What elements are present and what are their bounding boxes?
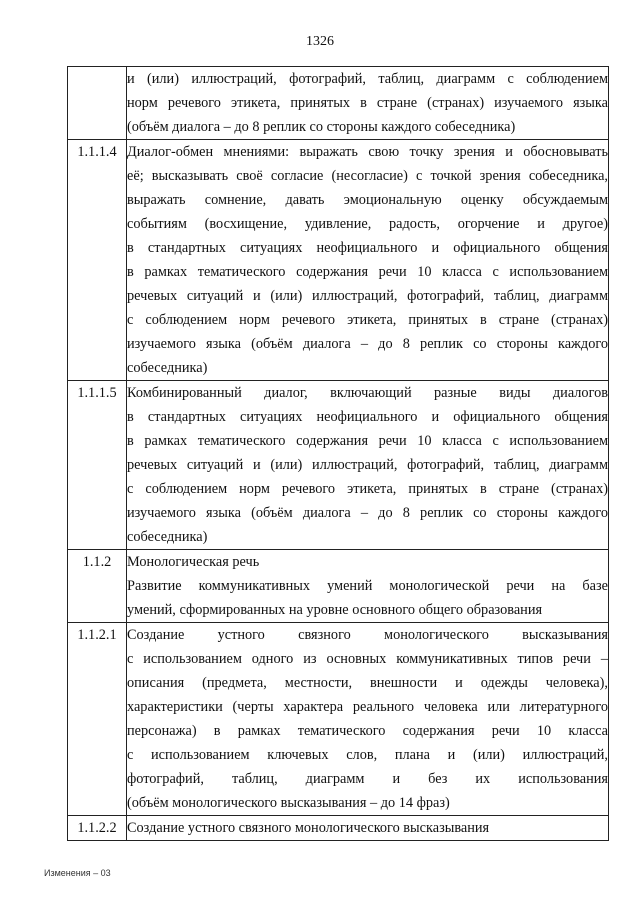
text-line: речевых ситуаций и (или) иллюстраций, фотографий, таблиц, диаграмм [127, 457, 608, 473]
text-line: Создание устного связного монологического высказывания [127, 820, 490, 836]
section-text [127, 623, 609, 816]
text-line: в стандартных ситуациях неофициального и официального общения [127, 409, 608, 425]
text-line: персонажа) в рамках тематического содержания речи 10 класса [127, 723, 608, 739]
text-line: в стандартных ситуациях неофициального и официального общения [127, 240, 608, 256]
text-line: с соблюдением норм речевого этикета, принятых в стране (странах) [127, 481, 608, 497]
table-row [68, 623, 609, 816]
text-line: с использованием ключевых слов, плана и (или) иллюстраций, [127, 747, 608, 763]
text-line: изучаемого языка (объём диалога – до 8 реплик со стороны каждого [127, 336, 608, 352]
section-number: 1.1.2 [68, 550, 127, 623]
table-row [68, 381, 609, 550]
section-number: 1.1.1.4 [68, 140, 127, 381]
text-line: собеседника) [127, 360, 208, 376]
text-line: Диалог-обмен мнениями: выражать свою точку зрения и обосновывать [127, 144, 608, 160]
text-line: изучаемого языка (объём диалога – до 8 реплик со стороны каждого [127, 505, 608, 521]
section-text [127, 381, 609, 550]
text-line: в рамках тематического содержания речи 10 класса с использованием [127, 264, 608, 280]
text-line: Развитие коммуникативных умений монологической речи на базе [127, 578, 608, 594]
table-row [68, 140, 609, 381]
text-line: событиям (восхищение, удивление, радость, огорчение и другое) [127, 216, 608, 232]
table-row [68, 816, 609, 841]
text-line: (объём диалога – до 8 реплик со стороны каждого собеседника) [127, 119, 516, 135]
text-line: в рамках тематического содержания речи 10 класса с использованием [127, 433, 608, 449]
section-number: 1.1.2.2 [68, 816, 127, 841]
text-line: выражать сомнение, давать эмоциональную оценку обсуждаемым [127, 192, 608, 208]
text-line: описания (предмета, местности, внешности и одежды человека), [127, 675, 608, 691]
text-line: норм речевого этикета, принятых в стране (странах) изучаемого языка [127, 95, 608, 111]
text-line: Комбинированный диалог, включающий разные виды диалогов [127, 385, 608, 401]
text-line: её; высказывать своё согласие (несогласие) с точкой зрения собеседника, [127, 168, 608, 184]
text-line: с соблюдением норм речевого этикета, принятых в стране (странах) [127, 312, 608, 328]
section-text [127, 816, 609, 841]
table-row [68, 550, 609, 623]
section-number: 1.1.2.1 [68, 623, 127, 816]
section-number [68, 67, 127, 140]
section-text [127, 550, 609, 623]
text-line: с использованием одного из основных коммуникативных типов речи – [127, 651, 608, 667]
page-number: 1326 [306, 34, 334, 49]
text-line: характеристики (черты характера реального человека или литературного [127, 699, 608, 715]
text-line: умений, сформированных на уровне основного общего образования [127, 602, 543, 618]
section-number: 1.1.1.5 [68, 381, 127, 550]
text-line: Монологическая речь [127, 554, 260, 570]
table-row [68, 67, 609, 140]
text-line: (объём монологического высказывания – до 14 фраз) [127, 795, 450, 811]
text-line: речевых ситуаций и (или) иллюстраций, фотографий, таблиц, диаграмм [127, 288, 608, 304]
text-line: фотографий, таблиц, диаграмм и без их использования [127, 771, 608, 787]
footer-revision-note: Изменения – 03 [44, 868, 111, 878]
text-line: собеседника) [127, 529, 208, 545]
section-text [127, 140, 609, 381]
text-line: Создание устного связного монологического высказывания [127, 627, 608, 643]
content-table [67, 66, 609, 841]
section-text [127, 67, 609, 140]
text-line: и (или) иллюстраций, фотографий, таблиц, диаграмм с соблюдением [127, 71, 608, 87]
